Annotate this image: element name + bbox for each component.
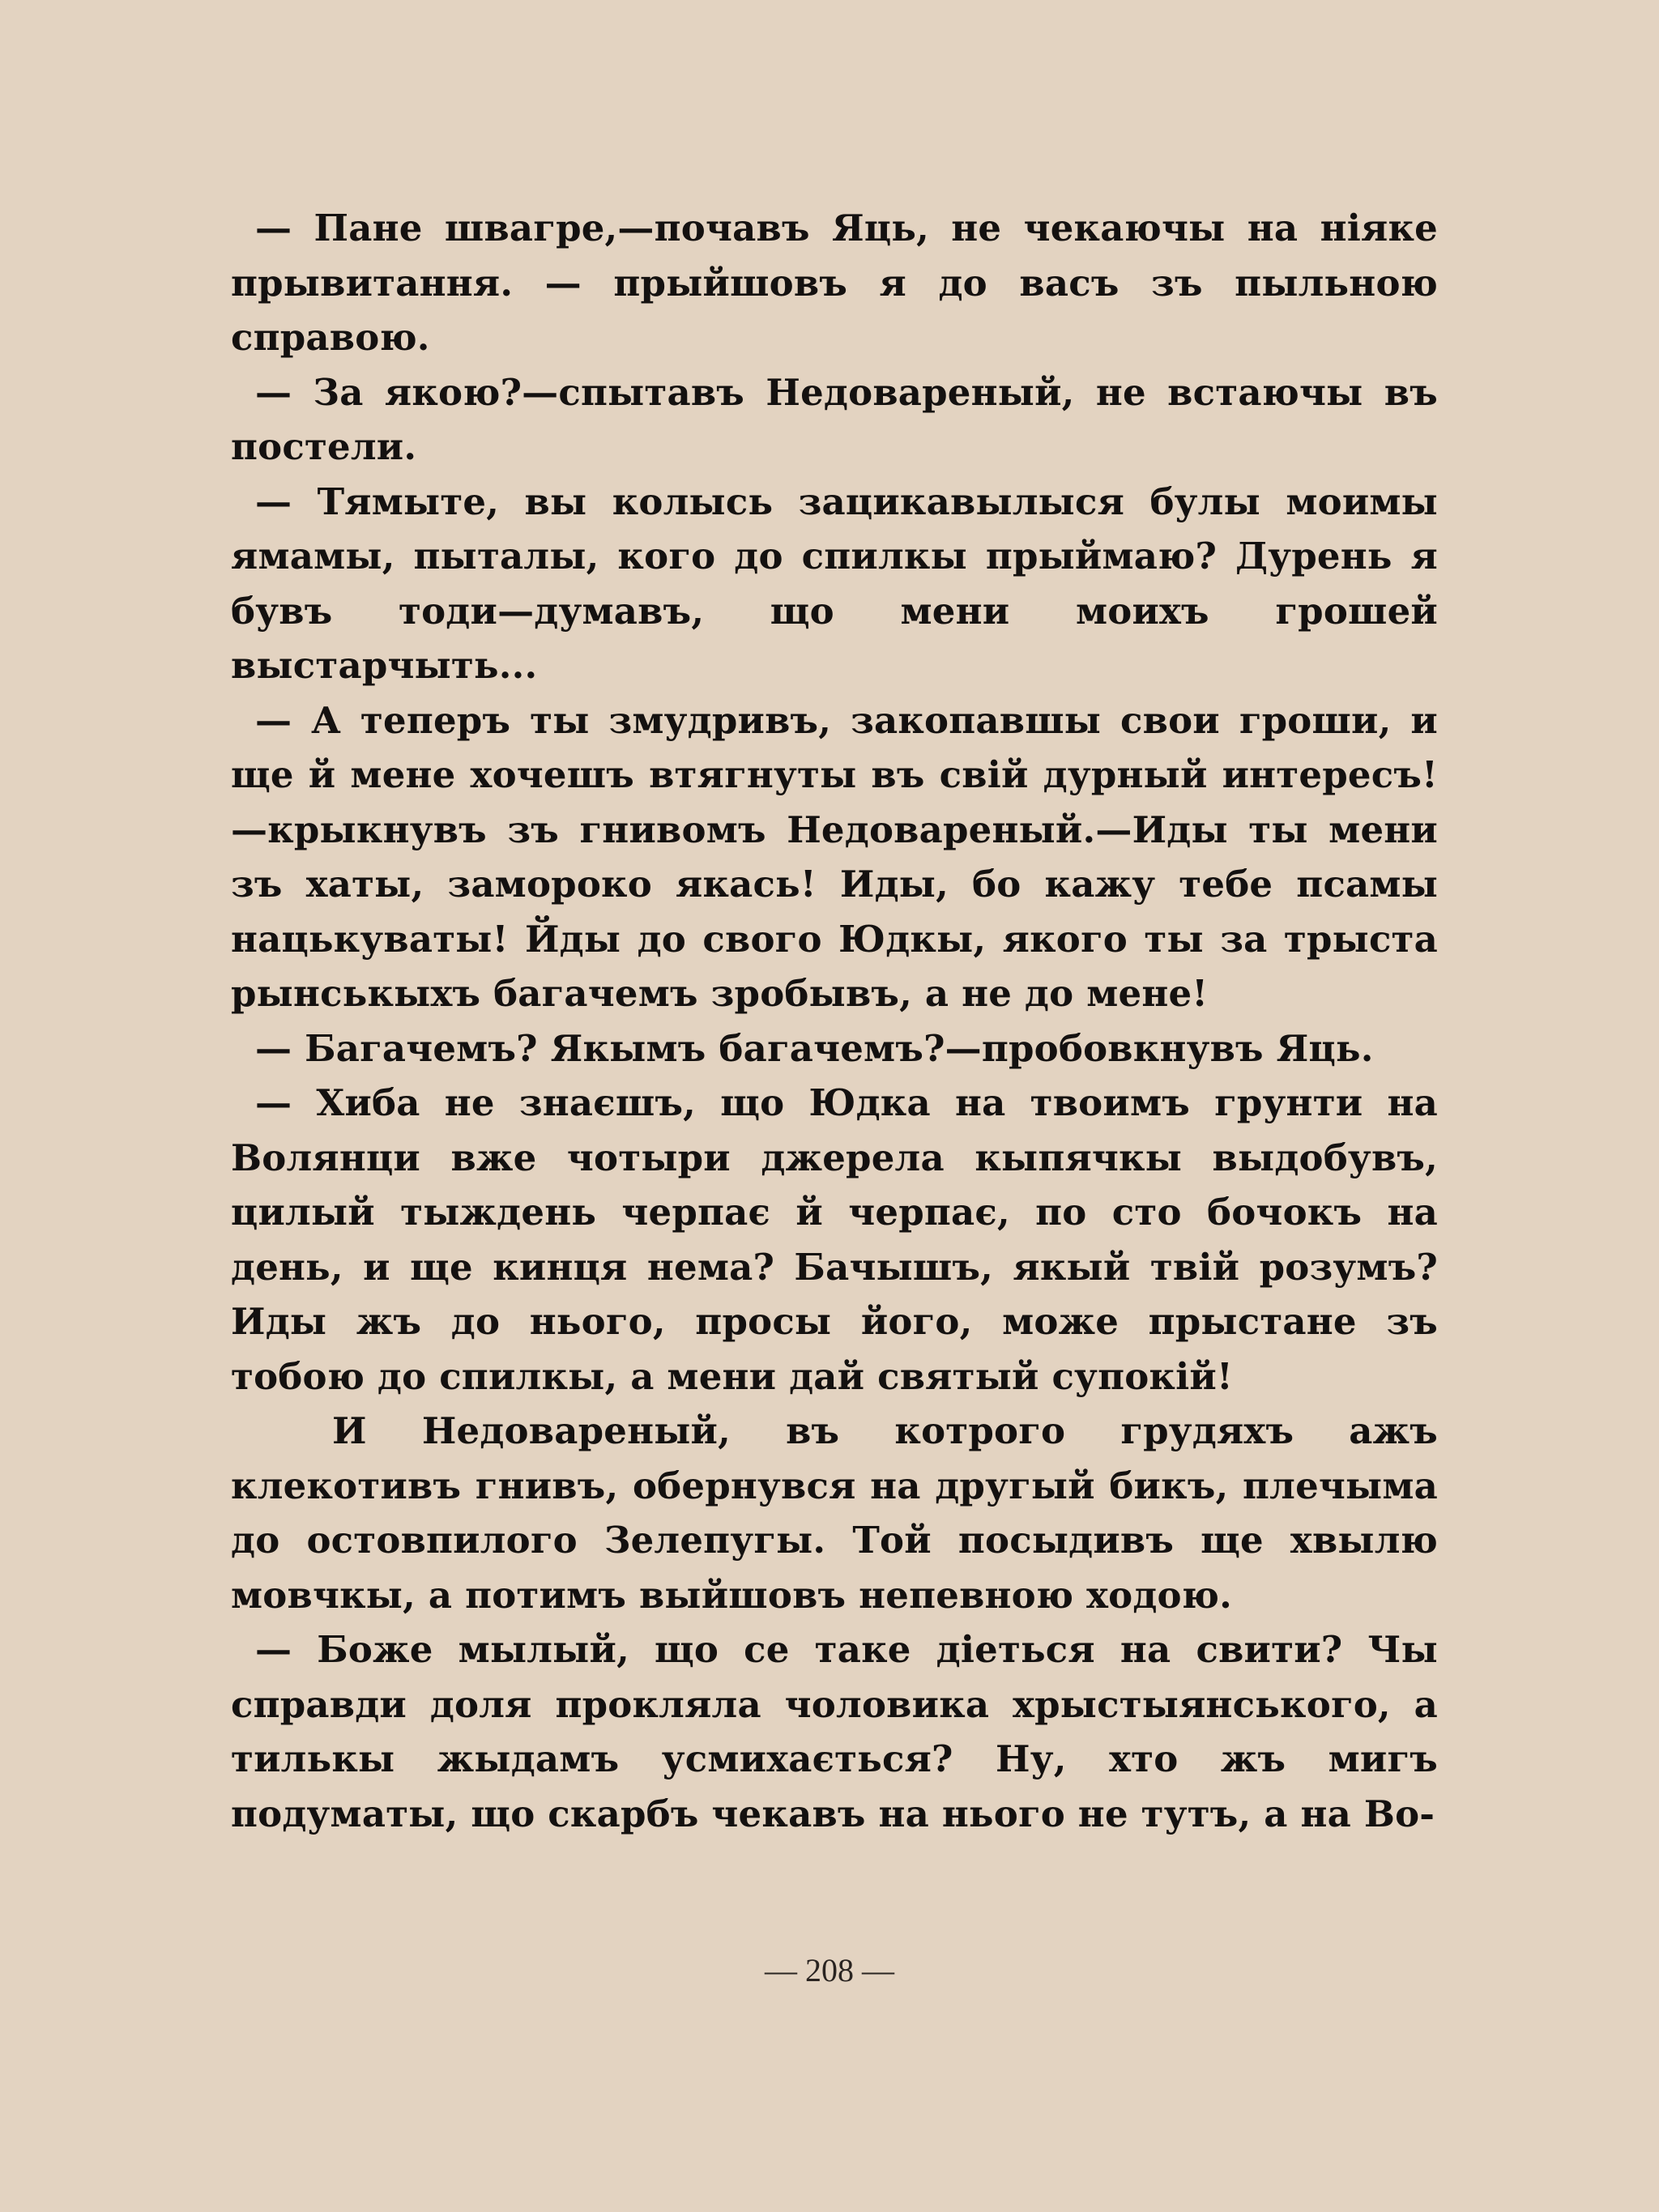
- paragraph: И Недовареный, въ котрого грудяхъ ажъ клекотивъ гнивъ, обернувся на другый бикъ, плечыма до остовпилого Зелепугы. Той посыдивъ ще хвылю мовчкы, а потимъ выйшовъ непевною ходою.: [231, 1409, 1438, 1617]
- paragraph: — Боже мылый, що се таке діеться на свити? Чы справди доля прокляла чоловика хрыстыянського, а тилькы жыдамъ усмихається? Ну, хто жъ мигъ подуматы, що скарбъ чекавъ на нього не тутъ, а на Во-: [231, 1628, 1438, 1835]
- paragraph: — Тямыте, вы колысь зацикавылыся булы моимы ямамы, пыталы, кого до спилкы прыймаю? Дурень я бувъ тоди—думавъ, що мени моихъ грошей выстарчыть...: [231, 479, 1438, 687]
- paragraph: — А теперъ ты змудривъ, закопавшы свои гроши, и ще й мене хочешъ втягнуты въ свій дурный интересъ!—крыкнувъ зъ гнивомъ Недовареный.—Иды ты мени зъ хаты, замороко якась! Иды, бо кажу тебе псамы нацькуваты! Йды до свого Юдкы, якого ты за трыста рынськыхъ багачемъ зробывъ, а не до мене!: [231, 698, 1438, 1015]
- paragraph: — Хиба не знаєшъ, що Юдка на твоимъ грунти на Волянци вже чотыри джерела кыпячкы выдобувъ, цилый тыждень черпає й черпає, по сто бочокъ на день, и ще кинця нема? Бачышъ, якый твій розумъ? Иды жъ до нього, просы його, може прыстане зъ тобою до спилкы, а мени дай святый супокій!: [231, 1081, 1438, 1398]
- page-number: — 208 —: [765, 1952, 894, 1988]
- paragraph: — Пане швагре,—почавъ Яць, не чекаючы на ніяке прывитання. — прыйшовъ я до васъ зъ пыльною справою.: [231, 207, 1438, 359]
- paragraph: — Багачемъ? Якымъ багачемъ?—пробовкнувъ Яць.: [255, 1026, 1374, 1070]
- text-block: [231, 201, 1438, 1841]
- paragraph: — За якою?—спытавъ Недовареный, не встаючы въ постели.: [231, 370, 1438, 468]
